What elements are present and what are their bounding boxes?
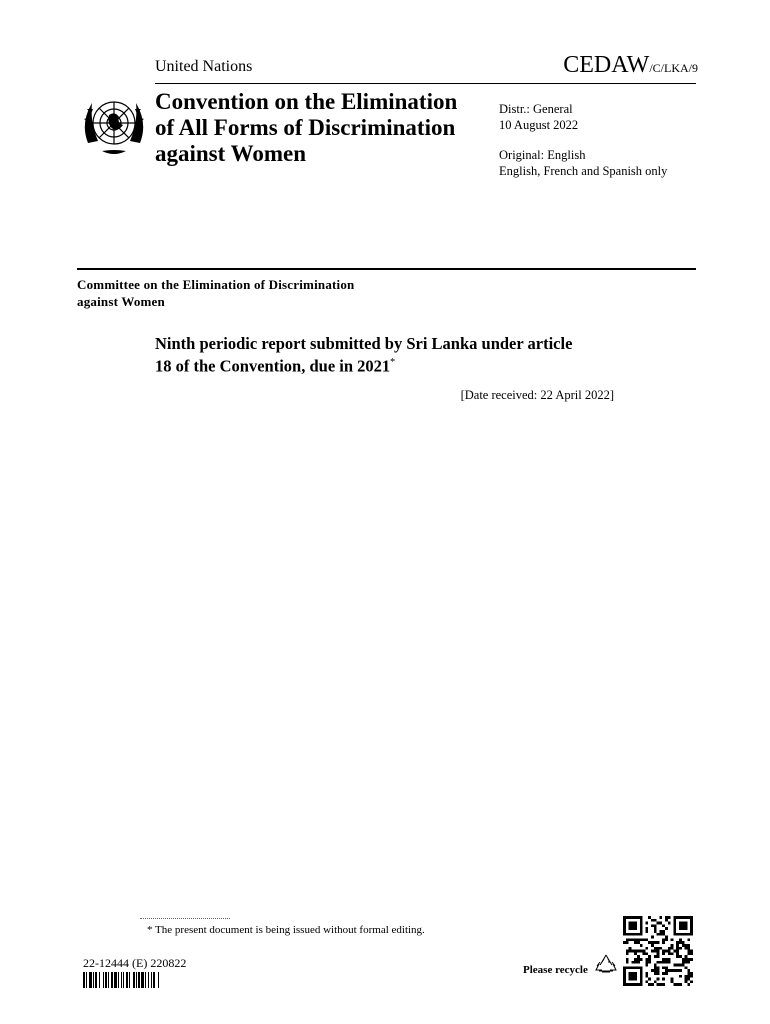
issue-date: 10 August 2022 (499, 118, 579, 132)
recycle-icon (593, 952, 619, 978)
footnote-text: * The present document is being issued without formal editing. (147, 924, 425, 936)
committee-line: against Women (77, 294, 165, 309)
available-languages: English, French and Spanish only (499, 164, 668, 178)
report-title (155, 334, 625, 376)
document-number: 22-12444 (E) 220822 (83, 956, 187, 970)
title-line: Convention on the Elimination (155, 89, 458, 114)
title-line: of All Forms of Discrimination (155, 115, 456, 140)
un-emblem-icon (78, 89, 150, 161)
title-line: against Women (155, 141, 307, 166)
language-block (499, 147, 667, 179)
date-received: [Date received: 22 April 2022] (460, 388, 614, 402)
section-rule (77, 268, 696, 270)
distribution-type: Distr.: General (499, 102, 573, 116)
committee-name (77, 276, 437, 310)
convention-title (155, 89, 485, 167)
report-title-line: Ninth periodic report submitted by Sri Lanka under article (155, 334, 573, 353)
document-symbol (563, 52, 698, 79)
qr-code-icon (623, 916, 693, 986)
header-rule (155, 83, 696, 84)
distribution-block (499, 101, 578, 133)
organization-name: United Nations (155, 58, 253, 75)
footnote-mark: * (390, 357, 396, 368)
report-title-line: 18 of the Convention, due in 2021 (155, 356, 391, 376)
symbol-main: CEDAW (563, 52, 650, 78)
original-language: Original: English (499, 148, 586, 162)
footnote-rule (140, 918, 230, 919)
barcode-icon (83, 972, 211, 988)
committee-line: Committee on the Elimination of Discrimination (77, 277, 355, 292)
recycle-label: Please recycle (523, 964, 588, 976)
symbol-rest: /C/LKA/9 (649, 61, 698, 75)
